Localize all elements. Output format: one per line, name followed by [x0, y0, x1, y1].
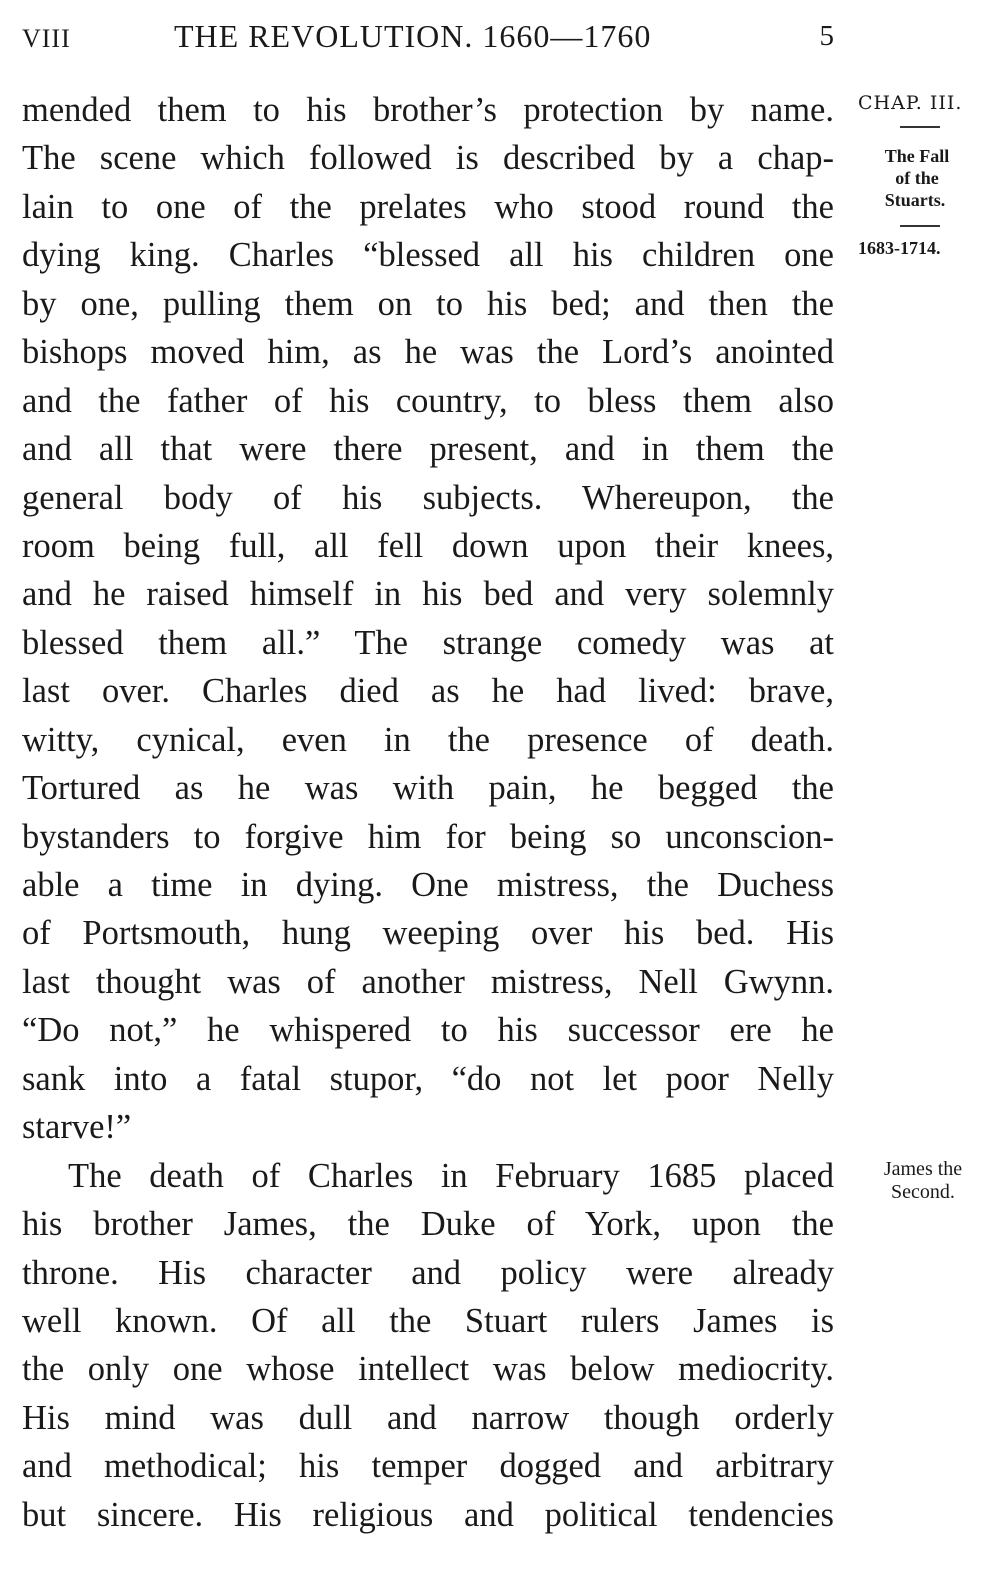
text-line: mended them to his brother’s protection by name.	[22, 91, 834, 129]
text-line: last thought was of another mistress, Nell Gwynn.	[22, 962, 834, 1001]
running-header	[22, 14, 834, 58]
sidenote-section-line: The Fall	[884, 146, 950, 166]
sidenote-dates: 1683-1714.	[858, 238, 941, 258]
text-line: of Portsmouth, hung weeping over his bed. His	[22, 914, 834, 953]
text-line: general body of his subjects. Whereupon, the	[22, 478, 834, 517]
body-text	[22, 86, 834, 1539]
text-line: The death of Charles in February 1685 placed	[68, 1156, 834, 1195]
text-line: the only one whose intellect was below mediocrity.	[22, 1350, 834, 1389]
text-line: blessed them all.” The strange comedy was at	[22, 623, 834, 662]
text-line: The scene which followed is described by a chap-	[22, 139, 834, 178]
sidenote-section-line: Stuarts.	[884, 190, 946, 210]
text-line: but sincere. His religious and political tendencies	[22, 1495, 834, 1534]
text-line: and the father of his country, to bless them also	[22, 381, 834, 420]
text-line: and methodical; his temper dogged and arbitrary	[22, 1447, 834, 1486]
text-line: his brother James, the Duke of York, upon the	[22, 1205, 834, 1244]
sidenote-chapter: CHAP. III.	[858, 92, 963, 114]
text-line: well known. Of all the Stuart rulers James is	[22, 1301, 834, 1340]
text-line: able a time in dying. One mistress, the Duchess	[22, 866, 834, 904]
text-line: starve!”	[22, 1108, 132, 1147]
text-line: and he raised himself in his bed and very solemnly	[22, 575, 834, 614]
text-line: room being full, all fell down upon their knees,	[22, 526, 834, 565]
text-line: and all that were there present, and in them the	[22, 430, 834, 469]
text-line: dying king. Charles “blessed all his children one	[22, 236, 834, 275]
sidenote-rule	[900, 225, 940, 227]
sidenote-section-line: of the	[895, 168, 939, 188]
text-line: sank into a fatal stupor, “do not let poor Nelly	[22, 1059, 834, 1098]
text-line: last over. Charles died as he had lived: brave,	[22, 672, 834, 711]
running-title: THE REVOLUTION. 1660—1760	[174, 18, 652, 54]
text-line: Tortured as he was with pain, he begged the	[22, 769, 834, 808]
sidenote-subject-line: Second.	[891, 1181, 955, 1203]
text-line: bystanders to forgive him for being so unconscion-	[22, 817, 834, 856]
text-line: throne. His character and policy were already	[22, 1253, 834, 1292]
text-line: lain to one of the prelates who stood round the	[22, 187, 834, 226]
text-line: witty, cynical, even in the presence of death.	[22, 720, 834, 759]
text-line: “Do not,” he whispered to his successor ere he	[22, 1011, 834, 1050]
page-number: 5	[819, 20, 834, 52]
text-line: bishops moved him, as he was the Lord’s anointed	[22, 333, 834, 372]
text-line: His mind was dull and narrow though orderly	[22, 1398, 834, 1437]
sidenote-subject-line: James the	[883, 1158, 963, 1180]
text-line: by one, pulling them on to his bed; and then the	[22, 284, 834, 323]
sidenote-rule	[900, 126, 940, 128]
volume-number: VIII	[22, 24, 71, 53]
